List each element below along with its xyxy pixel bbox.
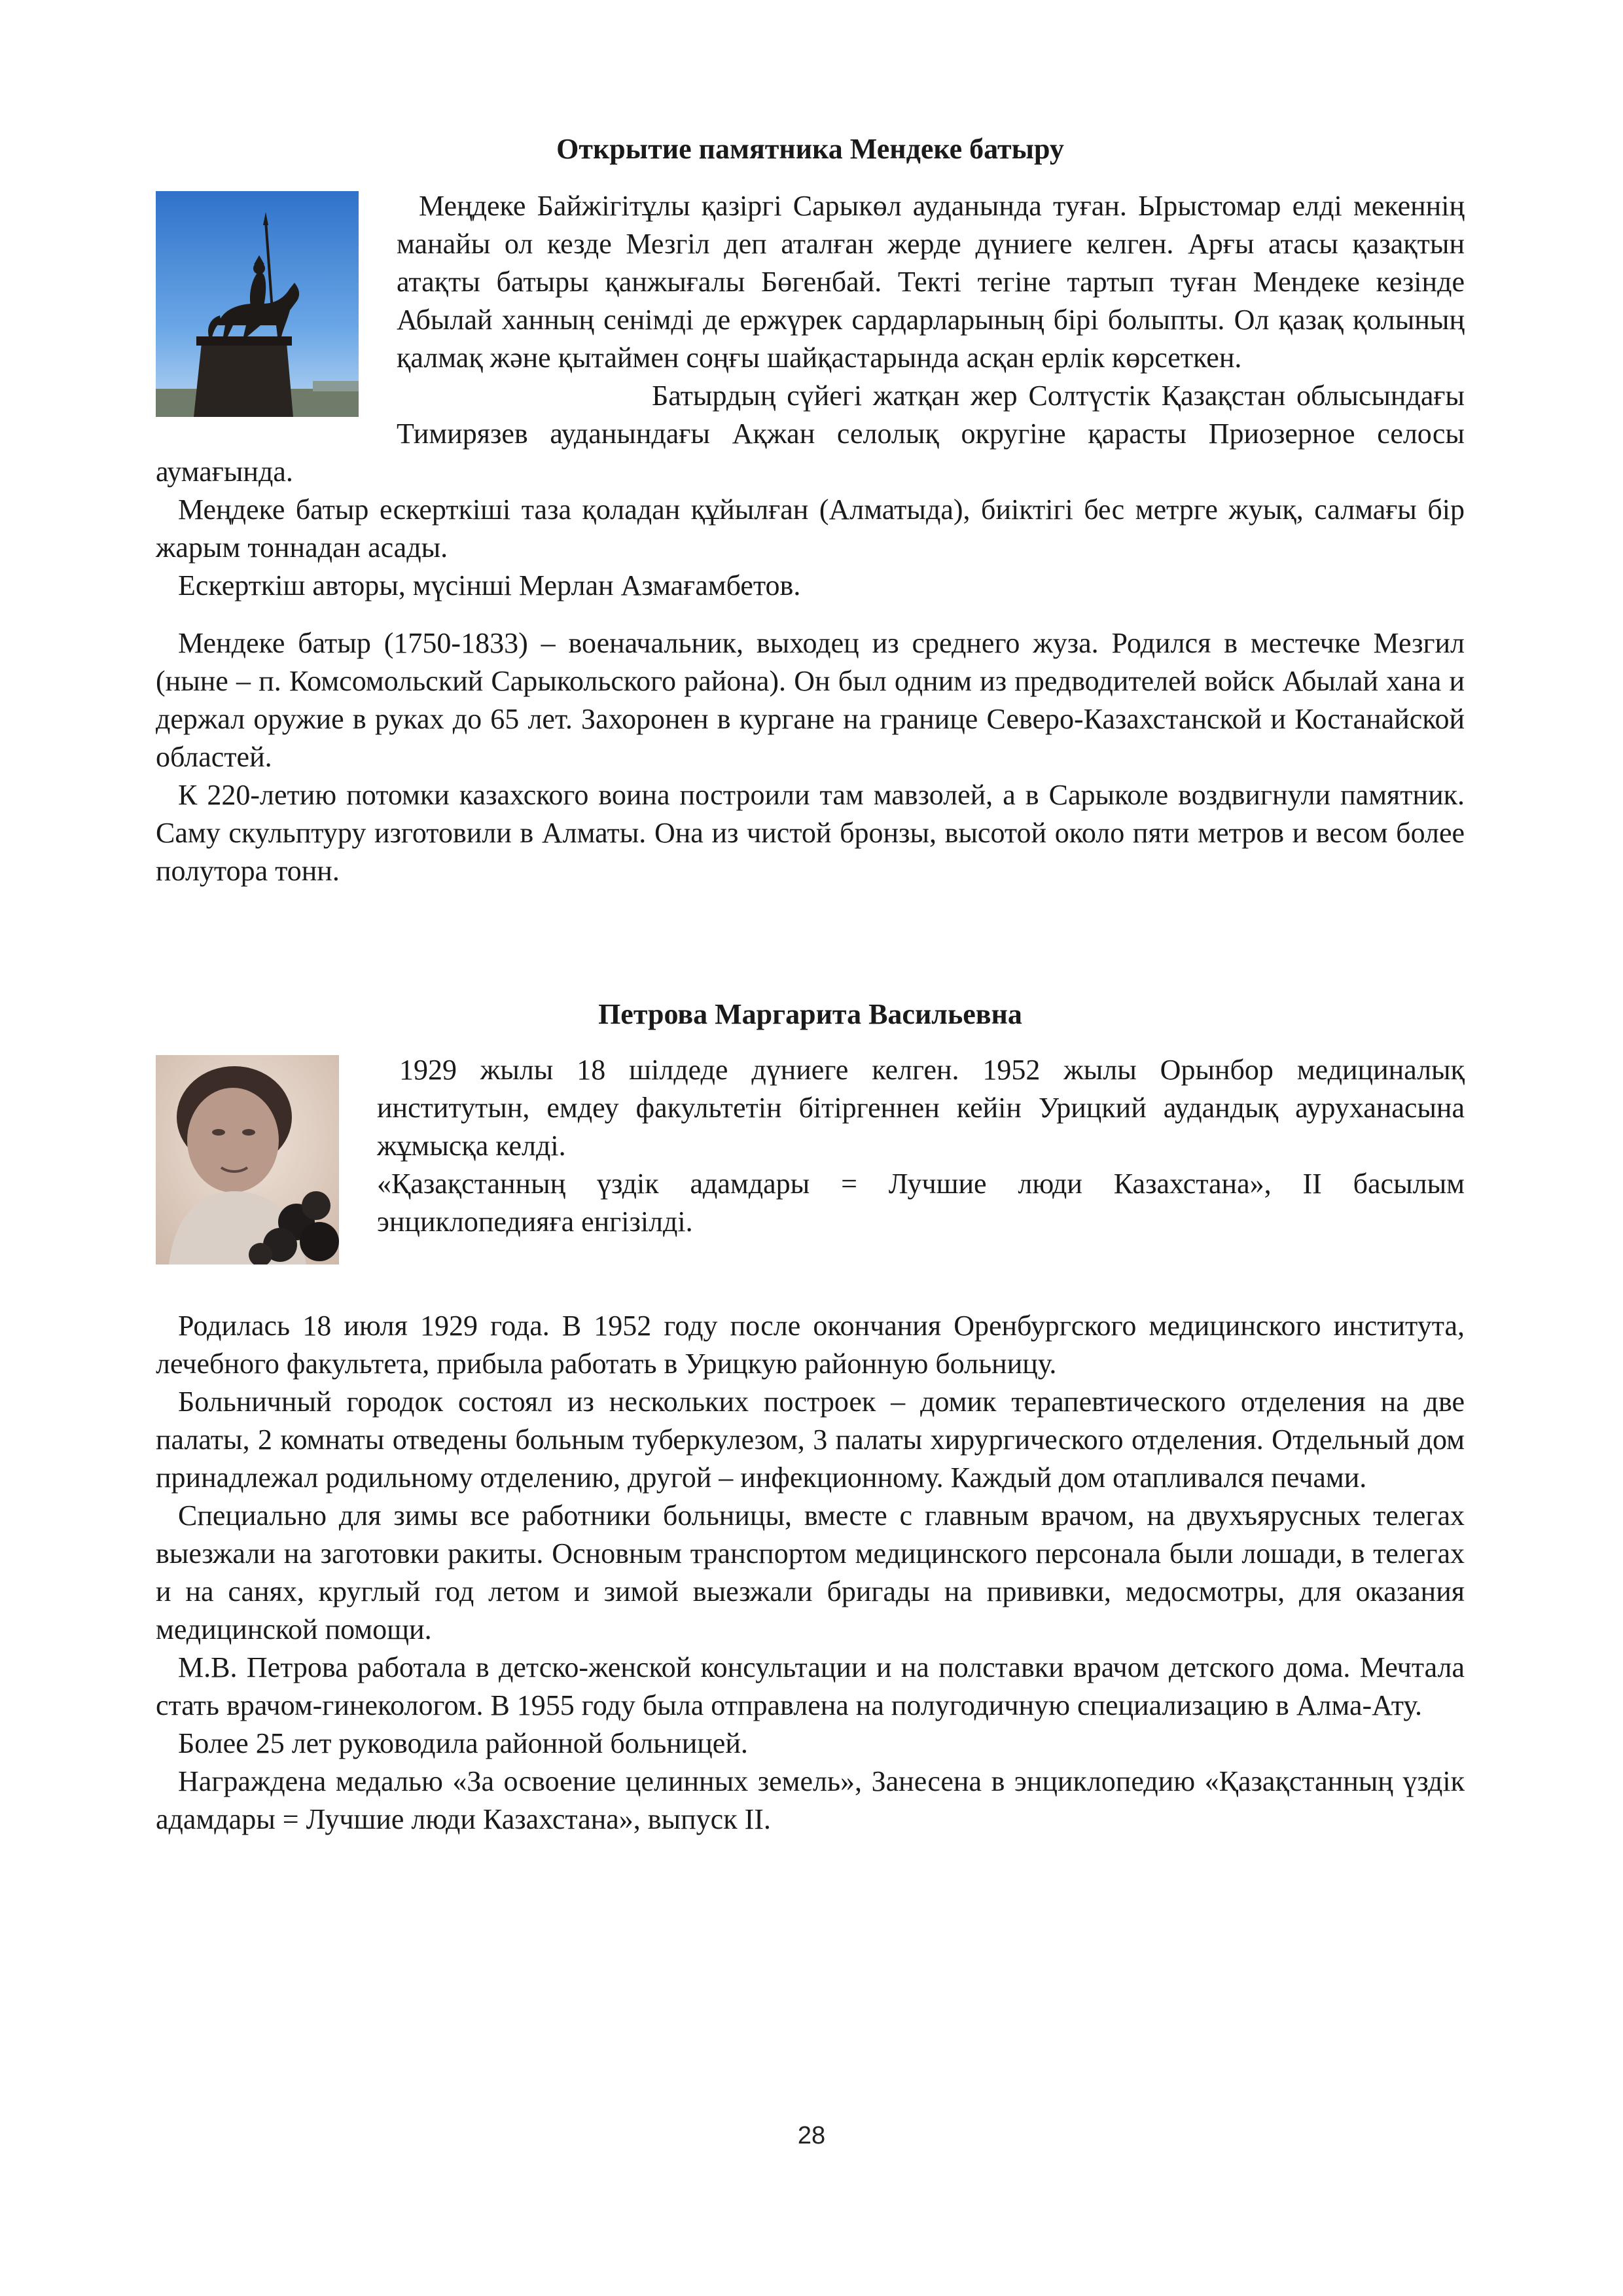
monument-photo <box>156 191 359 420</box>
section-title: Открытие памятника Мендеке батыру <box>556 133 1064 165</box>
ru-paragraph-1: Родилась 18 июля 1929 года. В 1952 году после окончания Оренбургского медицинского института, лечебного факультета, прибыла работать в Урицкую районную больницу. <box>156 1310 1465 1380</box>
section-mendeke <box>156 131 1465 890</box>
section-title: Петрова Маргарита Васильевна <box>598 998 1022 1030</box>
ru-paragraph-4: М.В. Петрова работала в детско-женской консультации и на полставки врачом детского дома. Мечтала стать врачом-гинекологом. В 1955 году была отправлена на полугодичную специализацию в Алма-Ату. <box>156 1651 1465 1721</box>
kz-paragraph-3: Меңдеке батыр ескерткіші таза қоладан құйылған (Алматыда), биіктігі бес метрге жуық, салмағы бір жарым тоннадан асады. <box>156 493 1465 564</box>
portrait-photo <box>156 1055 339 1268</box>
ru-paragraph-6: Награждена медалью «За освоение целинных земель», Занесена в энциклопедию «Қазақстанның үздік адамдары = Лучшие люди Казахстана», выпуск II. <box>156 1765 1465 1835</box>
kz-paragraph-1: Меңдеке Байжігітұлы қазіргі Сарыкөл ауданында туған. Ырыстомар елді мекеннің манайы ол кезде Мезгіл деп аталған жерде дүниеге келген. Арғы атасы қазақтын атақты батыры қанжығалы Бөгенбай. Текті тегіне тартып туған Мендеке кезінде Абылай ханның сенімді де ержүрек сардарларының бірі болыпты. Ол қазақ қолының қалмақ және қытаймен соңғы шайқастарында асқан ерлік көрсеткен. <box>397 190 1465 374</box>
ru-paragraph-2: Больничный городок состоял из нескольких построек – домик терапевтического отделения на две палаты, 2 комнаты отведены больным туберкулезом, 3 палаты хирургического отделения. Отдельный дом принадлежал родильному отделению, другой – инфекционному. Каждый дом отапливался печами. <box>156 1386 1465 1494</box>
kz-paragraph-1: 1929 жылы 18 шілдеде дүниеге келген. 1952 жылы Орынбор медициналық институтын, емдеу факультетін бітіргеннен кейін Урицкий аудандық ауруханасына жұмысқа келді. <box>377 1054 1465 1162</box>
kz-paragraph-2: «Қазақстанның үздік адамдары = Лучшие люди Казахстана», II басылым энциклопедияға енгізілді. <box>377 1168 1465 1238</box>
kz-paragraph-2: Батырдың сүйегі жатқан жер Солтүстік Қазақстан облысындағы Тимирязев ауданындағы Ақжан селолық округіне қарасты Приозерное селосы аумағында. <box>156 380 1465 488</box>
monument-image <box>156 191 359 417</box>
ru-paragraph-5: Более 25 лет руководила районной больницей. <box>178 1727 748 1759</box>
ru-paragraph-3: Специально для зимы все работники больницы, вместе с главным врачом, на двухъярусных телегах выезжали на заготовки ракиты. Основным транспортом медицинского персонала были лошади, в телегах и на санях, круглый год летом и зимой выезжали бригады на прививки, медосмотры, для оказания медицинской помощи. <box>156 1499 1465 1645</box>
section-petrova <box>156 996 1465 1839</box>
ru-paragraph-1: Мендеке батыр (1750-1833) – военачальник, выходец из среднего жуза. Родился в местечке Мезгил (ныне – п. Комсомольский Сарыкольского района). Он был одним из предводителей войск Абылай хана и держал оружие в руках до 65 лет. Захоронен в кургане на границе Северо-Казахстанской и Костанайской областей. <box>156 627 1465 773</box>
kz-paragraph-4: Ескерткіш авторы, мүсінші Мерлан Азмағамбетов. <box>178 569 801 601</box>
page-number: 28 <box>797 2122 826 2149</box>
intro-block <box>156 187 1465 491</box>
portrait-image <box>156 1055 339 1265</box>
intro-block <box>156 1051 1465 1268</box>
ru-paragraph-2: К 220-летию потомки казахского воина построили там мавзолей, а в Сарыколе воздвигнули памятник. Саму скульптуру изготовили в Алматы. Она из чистой бронзы, высотой около пяти метров и весом более полутора тонн. <box>156 779 1465 887</box>
